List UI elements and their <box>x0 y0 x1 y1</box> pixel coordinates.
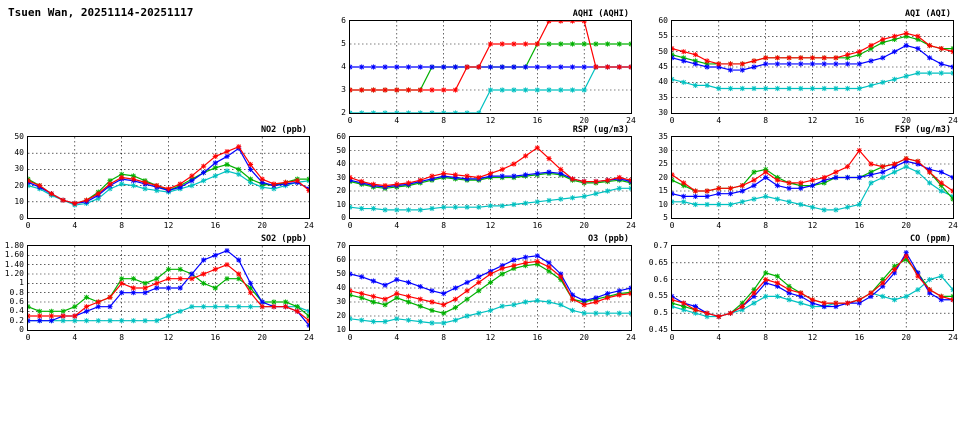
y-tick-label: 0.65 <box>648 257 668 267</box>
y-tick-label: 60 <box>336 255 346 264</box>
y-tick-label: 50 <box>14 132 24 141</box>
y-tick-label: 1.40 <box>4 259 24 269</box>
plot-area-aqhi <box>349 20 632 114</box>
y-tick-label: 15 <box>658 186 668 195</box>
y-tick-label: 50 <box>658 46 668 56</box>
x-tick-label: 0 <box>347 116 353 125</box>
x-tick-label: 16 <box>210 221 221 230</box>
x-tick-label: 8 <box>441 221 447 230</box>
y-tick-label: 45 <box>658 62 668 71</box>
plot-area-co <box>671 245 954 331</box>
x-tick-label: 20 <box>579 116 589 125</box>
x-tick-label: 24 <box>304 221 314 230</box>
plot-area-fsp <box>671 136 954 219</box>
x-tick-label: 24 <box>948 333 958 342</box>
x-tick-label: 0 <box>25 221 31 230</box>
x-tick-label: 12 <box>485 333 496 342</box>
x-tick-label: 0 <box>669 333 675 342</box>
x-tick-label: 8 <box>763 221 769 230</box>
y-tick-label: 50 <box>336 145 346 155</box>
x-tick-label: 12 <box>807 221 818 230</box>
x-tick-label: 20 <box>257 333 267 342</box>
x-tick-label: 24 <box>948 221 958 230</box>
x-tick-label: 8 <box>441 116 447 125</box>
y-tick-label: 30 <box>336 172 346 182</box>
x-tick-label: 16 <box>532 116 543 125</box>
x-tick-label: 12 <box>163 333 174 342</box>
x-tick-label: 16 <box>854 221 865 230</box>
y-tick-label: 35 <box>658 92 668 102</box>
x-tick-label: 4 <box>716 333 722 342</box>
y-tick-label: 10 <box>658 199 668 209</box>
y-tick-label: 0.45 <box>648 325 668 334</box>
x-tick-label: 20 <box>257 221 267 230</box>
plot-area-rsp <box>349 136 632 219</box>
plot-area-aqi <box>671 20 954 114</box>
x-tick-label: 12 <box>807 333 818 342</box>
plot-area-so2 <box>27 245 310 331</box>
y-tick-label: 0.55 <box>648 291 668 301</box>
x-tick-label: 16 <box>532 221 543 230</box>
y-tick-label: 20 <box>14 180 24 190</box>
x-tick-label: 4 <box>394 333 400 342</box>
x-tick-label: 24 <box>626 221 636 230</box>
y-tick-label: 0.6 <box>9 297 24 306</box>
y-tick-label: 55 <box>658 31 668 41</box>
y-tick-label: 0 <box>19 213 24 222</box>
y-tick-label: 0 <box>341 213 346 222</box>
y-tick-label: 1.20 <box>4 269 24 278</box>
x-tick-label: 16 <box>210 333 221 342</box>
y-tick-label: 0.2 <box>9 315 24 325</box>
x-tick-label: 4 <box>716 116 722 125</box>
y-tick-label: 35 <box>658 132 668 141</box>
y-tick-label: 25 <box>658 159 668 168</box>
x-tick-label: 8 <box>763 333 769 342</box>
x-tick-label: 8 <box>119 333 125 342</box>
y-tick-label: 6 <box>341 16 346 25</box>
chart-title-aqhi: AQHI (AQHI) <box>572 9 629 19</box>
x-tick-label: 0 <box>347 333 353 342</box>
y-tick-label: 40 <box>658 77 668 87</box>
x-tick-label: 0 <box>347 221 353 230</box>
y-tick-label: 5 <box>663 213 668 222</box>
x-tick-label: 12 <box>485 116 496 125</box>
x-tick-label: 8 <box>119 221 125 230</box>
chart-title-rsp: RSP (ug/m3) <box>572 125 629 135</box>
x-tick-label: 4 <box>394 221 400 230</box>
y-tick-label: 0.8 <box>9 287 24 297</box>
x-tick-label: 4 <box>72 333 78 342</box>
x-tick-label: 20 <box>901 116 911 125</box>
y-tick-label: 60 <box>336 132 346 141</box>
y-tick-label: 1.80 <box>4 241 24 250</box>
x-tick-label: 12 <box>807 116 818 125</box>
y-tick-label: 50 <box>336 269 346 278</box>
plot-area-no2 <box>27 136 310 219</box>
y-tick-label: 20 <box>336 311 346 320</box>
x-tick-label: 4 <box>394 116 400 125</box>
x-tick-label: 0 <box>25 333 31 342</box>
y-tick-label: 60 <box>658 16 668 25</box>
y-tick-label: 0 <box>19 325 24 334</box>
y-tick-label: 30 <box>14 164 24 174</box>
y-tick-label: 30 <box>658 145 668 155</box>
chart-title-fsp: FSP (ug/m3) <box>894 125 951 135</box>
x-tick-label: 24 <box>304 333 314 342</box>
chart-title-no2: NO2 (ppb) <box>260 125 307 135</box>
x-tick-label: 20 <box>901 221 911 230</box>
x-tick-label: 16 <box>854 116 865 125</box>
y-tick-label: 0.4 <box>9 306 24 316</box>
y-tick-label: 10 <box>14 196 24 206</box>
y-tick-label: 30 <box>336 297 346 306</box>
y-tick-label: 70 <box>336 241 346 250</box>
x-tick-label: 20 <box>579 333 589 342</box>
y-tick-label: 1 <box>19 278 24 288</box>
y-tick-label: 30 <box>658 108 668 117</box>
y-tick-label: 4 <box>341 62 346 71</box>
x-tick-label: 4 <box>716 221 722 230</box>
x-tick-label: 24 <box>626 116 636 125</box>
y-tick-label: 0.5 <box>653 308 668 318</box>
y-tick-label: 20 <box>336 186 346 195</box>
plot-area-o3 <box>349 245 632 331</box>
y-tick-label: 10 <box>336 199 346 209</box>
x-tick-label: 0 <box>669 116 675 125</box>
x-tick-label: 20 <box>579 221 589 230</box>
x-tick-label: 12 <box>485 221 496 230</box>
y-tick-label: 40 <box>14 148 24 158</box>
y-tick-label: 10 <box>336 325 346 334</box>
y-tick-label: 0.7 <box>653 241 668 250</box>
y-tick-label: 5 <box>341 39 346 48</box>
chart-title-aqi: AQI (AQI) <box>904 9 951 19</box>
y-tick-label: 40 <box>336 283 346 292</box>
x-tick-label: 8 <box>763 116 769 125</box>
chart-title-o3: O3 (ppb) <box>588 234 629 244</box>
x-tick-label: 16 <box>854 333 865 342</box>
x-tick-label: 0 <box>669 221 675 230</box>
y-tick-label: 0.6 <box>653 274 668 284</box>
x-tick-label: 20 <box>901 333 911 342</box>
y-tick-label: 1.60 <box>4 250 24 260</box>
page-title: Tsuen Wan, 20251114-20251117 <box>8 6 194 19</box>
x-tick-label: 4 <box>72 221 78 230</box>
y-tick-label: 20 <box>658 172 668 182</box>
chart-title-so2: SO2 (ppb) <box>260 234 307 244</box>
x-tick-label: 24 <box>626 333 636 342</box>
y-tick-label: 40 <box>336 159 346 168</box>
x-tick-label: 8 <box>441 333 447 342</box>
x-tick-label: 12 <box>163 221 174 230</box>
x-tick-label: 16 <box>532 333 543 342</box>
chart-title-co: CO (ppm) <box>910 234 951 244</box>
x-tick-label: 24 <box>948 116 958 125</box>
y-tick-label: 3 <box>341 85 346 94</box>
y-tick-label: 2 <box>341 108 346 117</box>
